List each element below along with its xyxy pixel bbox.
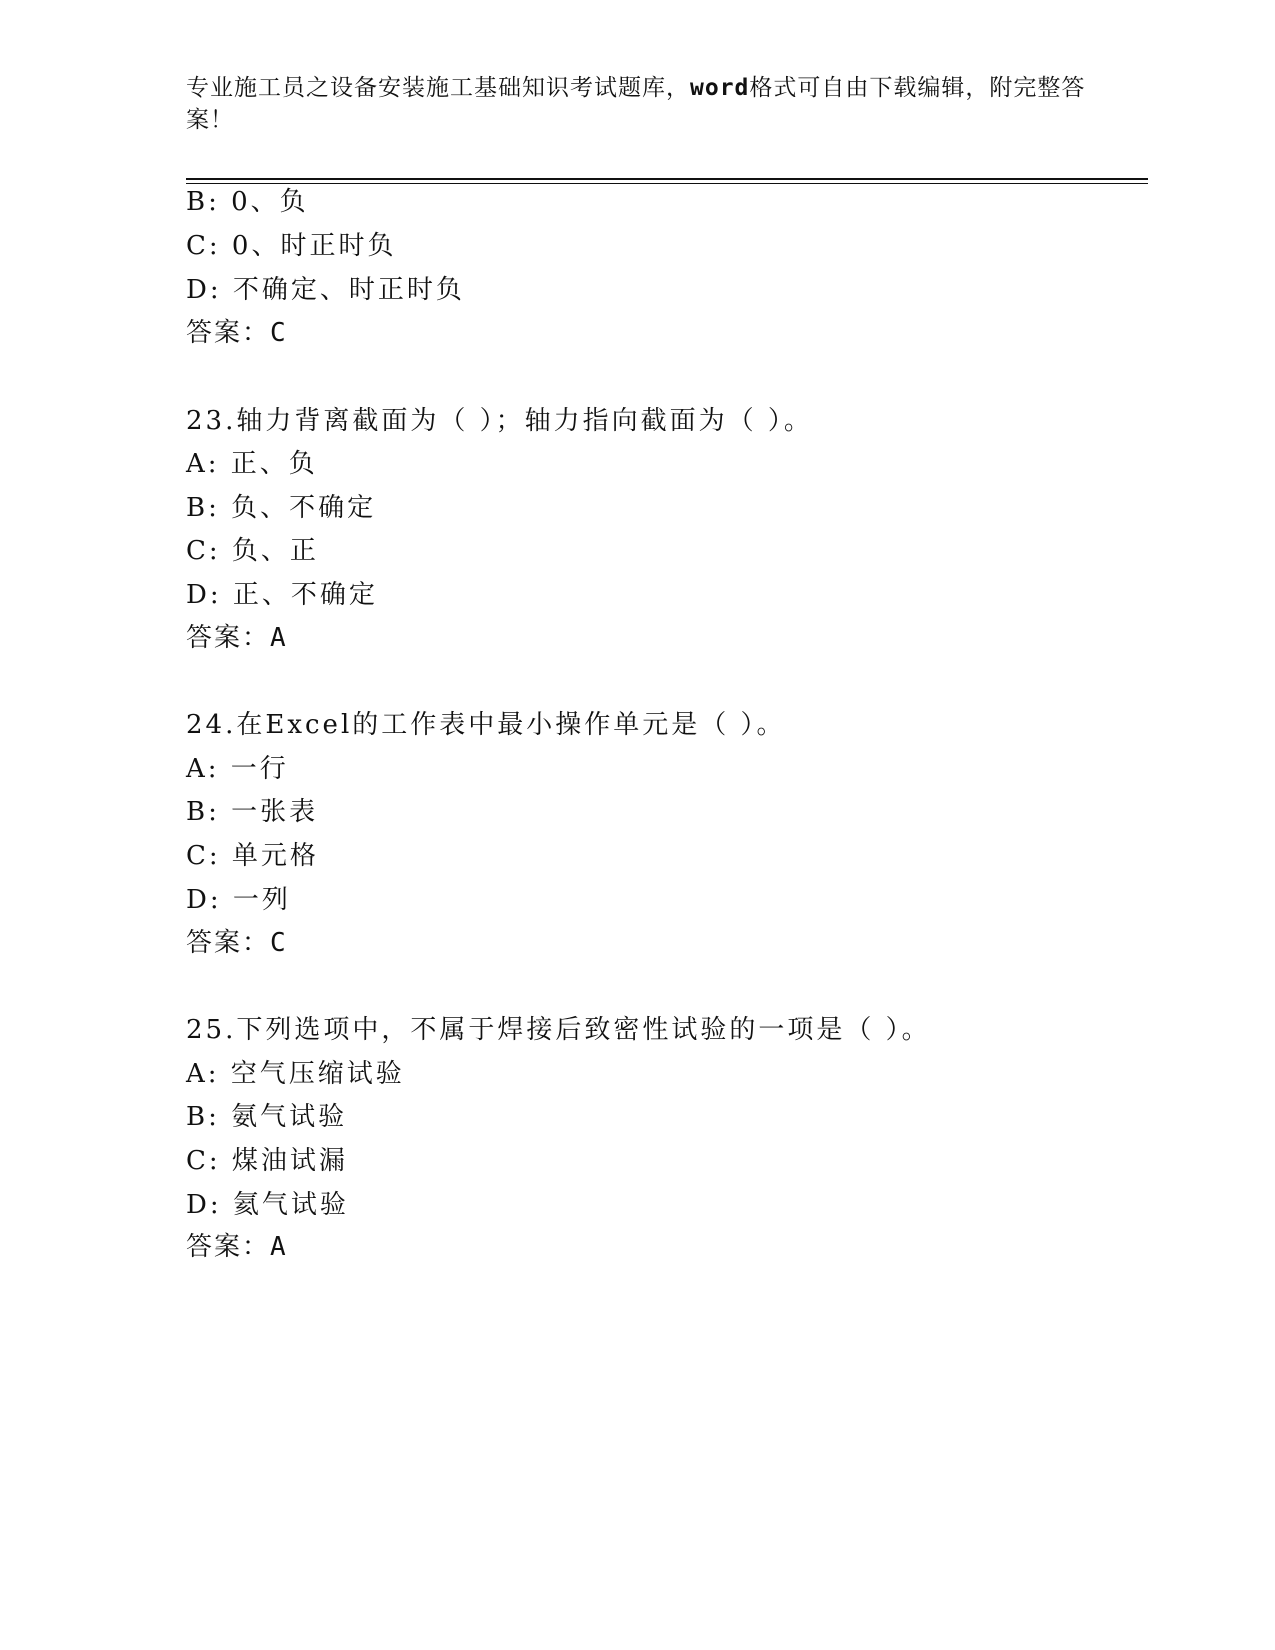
header-divider-thin <box>186 183 1148 184</box>
answer-label: 答案： <box>186 623 271 653</box>
option-c: C: 负、正 <box>186 536 319 566</box>
option-b: B: 负、不确定 <box>186 493 377 523</box>
question-text: 25.下列选项中，不属于焊接后致密性试验的一项是（ ）。 <box>186 1015 931 1045</box>
answer-line <box>186 317 288 349</box>
option-c: C: 单元格 <box>186 841 319 871</box>
header-divider-thick <box>186 178 1148 180</box>
option-a: A: 空气压缩试验 <box>186 1059 405 1089</box>
question-text: 23.轴力背离截面为（ ）；轴力指向截面为（ ）。 <box>186 406 813 436</box>
option-b: B: 氨气试验 <box>186 1102 348 1132</box>
header-text-end: 格式可自由下载编辑，附完整答案！ <box>186 75 1086 133</box>
answer-value: A <box>270 1232 288 1262</box>
option-d: D: 正、不确定 <box>186 580 378 610</box>
option-b: B: 0、负 <box>186 187 309 217</box>
answer-line <box>186 622 288 654</box>
answer-value: C <box>270 318 288 348</box>
option-c: C: 煤油试漏 <box>186 1146 348 1176</box>
answer-value: C <box>270 928 288 958</box>
answer-label: 答案： <box>186 1232 271 1262</box>
header-word-label: word <box>690 75 750 101</box>
document-header <box>186 72 1086 136</box>
answer-line <box>186 927 288 959</box>
option-a: A: 正、负 <box>186 449 318 479</box>
answer-label: 答案： <box>186 318 271 348</box>
option-a: A: 一行 <box>186 754 289 784</box>
option-d: D: 不确定、时正时负 <box>186 275 465 305</box>
option-d: D: 一列 <box>186 885 291 915</box>
option-b: B: 一张表 <box>186 797 319 827</box>
option-c: C: 0、时正时负 <box>186 231 397 261</box>
answer-value: A <box>270 623 288 653</box>
question-text: 24.在Excel的工作表中最小操作单元是（ ）。 <box>186 710 786 740</box>
header-text-start: 专业施工员之设备安装施工基础知识考试题库， <box>186 75 690 101</box>
answer-line <box>186 1231 288 1263</box>
option-d: D: 氦气试验 <box>186 1190 349 1220</box>
answer-label: 答案： <box>186 928 271 958</box>
